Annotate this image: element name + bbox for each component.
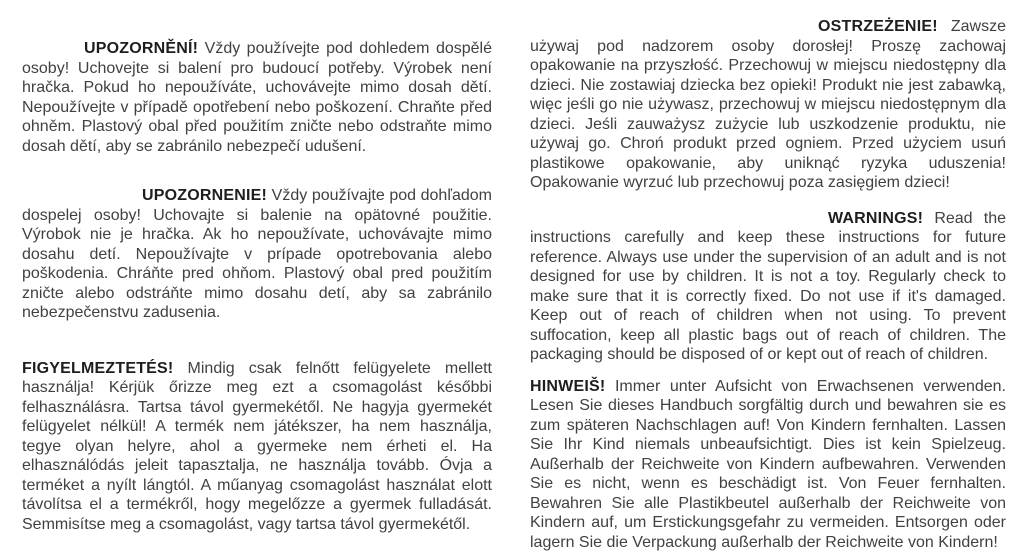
warning-heading-polish: OSTRZEŻENIE! xyxy=(818,18,938,35)
warning-body-english: Read the instructions carefully and keep these instructions for future reference. Always use under the supervision of an adult and is not designed for use by children. It is not a toy. Regularly check to make sure that it is correctly fixed. Do not use if it's damaged. Keep out of reach of children when not using. To prevent suffocation, keep all plastic bags out of reach of children. The packaging should be disposed of or kept out of reach of children. xyxy=(530,210,1006,364)
left-text-column xyxy=(22,17,492,504)
warning-paragraph-czech xyxy=(22,39,492,156)
warning-paragraph-polish xyxy=(530,17,1006,193)
warning-paragraph-german xyxy=(530,377,1006,552)
warning-body-polish: Zawsze używaj pod nadzorem osoby dorosłej! Proszę zachowaj opakowanie na przyszłość. Przechowuj w miejscu niedostępny dla dzieci. Nie zostawiaj dziecka bez opieki! Produkt nie jest zabawką, więc jeśli go nie używasz, przechowuj w miejscu niedostępnym dla dzieci. Jeśli zauważysz zużycie lub uszkodzenie produktu, nie używaj go. Chroń produkt przed ogniem. Przed użyciem usuń plastikowe opakowanie, aby uniknąć ryzyka uduszenia! Opakowanie wyrzuć lub przechowuj poza zasięgiem dzieci! xyxy=(530,18,1006,191)
warning-paragraph-hungarian xyxy=(22,359,492,535)
warning-body-german: Immer unter Aufsicht von Erwachsenen verwenden. Lesen Sie dieses Handbuch sorgfältig durch und bewahren sie es zum späteren Nachschlagen auf! Von Kindern fernhalten. Lassen Sie Ihr Kind niemals unbeaufsichtigt. Dies ist kein Spielzeug. Außerhalb der Reichweite von Kindern aufbewahren. Verwenden Sie es nicht, wenn es beschädigt ist. Von Feuer fernhalten. Bewahren Sie alle Plastikbeutel außerhalb der Reichweite von Kindern auf, um Erstickungsgefahr zu vermeiden. Entsorgen oder lagern Sie die Verpackung außerhalb der Reichweite von Kindern! xyxy=(530,378,1006,551)
warning-heading-slovak: UPOZORNENIE! xyxy=(142,187,267,204)
warning-body-hungarian: Mindig csak felnőtt felügyelete mellett használja! Kérjük őrizze meg ezt a csomagolást későbbi felhasználásra. Tartsa távol gyermekétől. Ne hagyja gyermekét felügyelet nélkül! A termék nem játékszer, ha nem használja, tegye olyan helyre, ahol a gyermeke nem érheti el. Ha elhasználódás jeleit tapasztalja, ne használja tovább. Óvja a terméket a nyílt lángtól. A műanyag csomagolást használat elott távolítsa el a termékről, hogy megelőzze a gyermek fulladását. Semmisítse meg a csomagolást, vagy tartsa távol gyermekétől. xyxy=(22,360,492,533)
warning-body-slovak: Vždy používajte pod dohľadom dospelej osoby! Uchovajte si balenie na opätovné použitie. Výrobok nie je hračka. Ak ho nepoužívate, uchovávajte mimo dosahu detí. Nepoužívajte v prípade opotrebovania alebo poškodenia. Chráňte pred ohňom. Plastový obal pred použitím zničte alebo odstráňte mimo dosahu detí, aby sa zabránilo nebezpečenstvu zadusenia. xyxy=(22,187,492,321)
warning-heading-czech: UPOZORNĚNÍ! xyxy=(84,40,198,57)
warning-heading-english: WARNINGS! xyxy=(828,210,923,227)
warning-heading-german: HINWEIŠ! xyxy=(530,378,605,395)
warning-paragraph-slovak xyxy=(22,186,492,323)
warning-body-czech: Vždy používejte pod dohledem dospělé osoby! Uchovejte si balení pro budoucí potřeby. Výrobek není hračka. Pokud ho nepoužíváte, uchovávejte mimo dosah dětí. Nepoužívejte v případě opotřebení nebo poškození. Chraňte před ohněm. Plastový obal před použitím zničte nebo odstraňte mimo dosah dětí, aby se zabránilo nebezpečí udušení. xyxy=(22,40,492,155)
warning-heading-hungarian: FIGYELMEZTETÉS! xyxy=(22,360,173,377)
warning-paragraph-english xyxy=(530,209,1006,365)
right-text-column xyxy=(530,17,1006,504)
